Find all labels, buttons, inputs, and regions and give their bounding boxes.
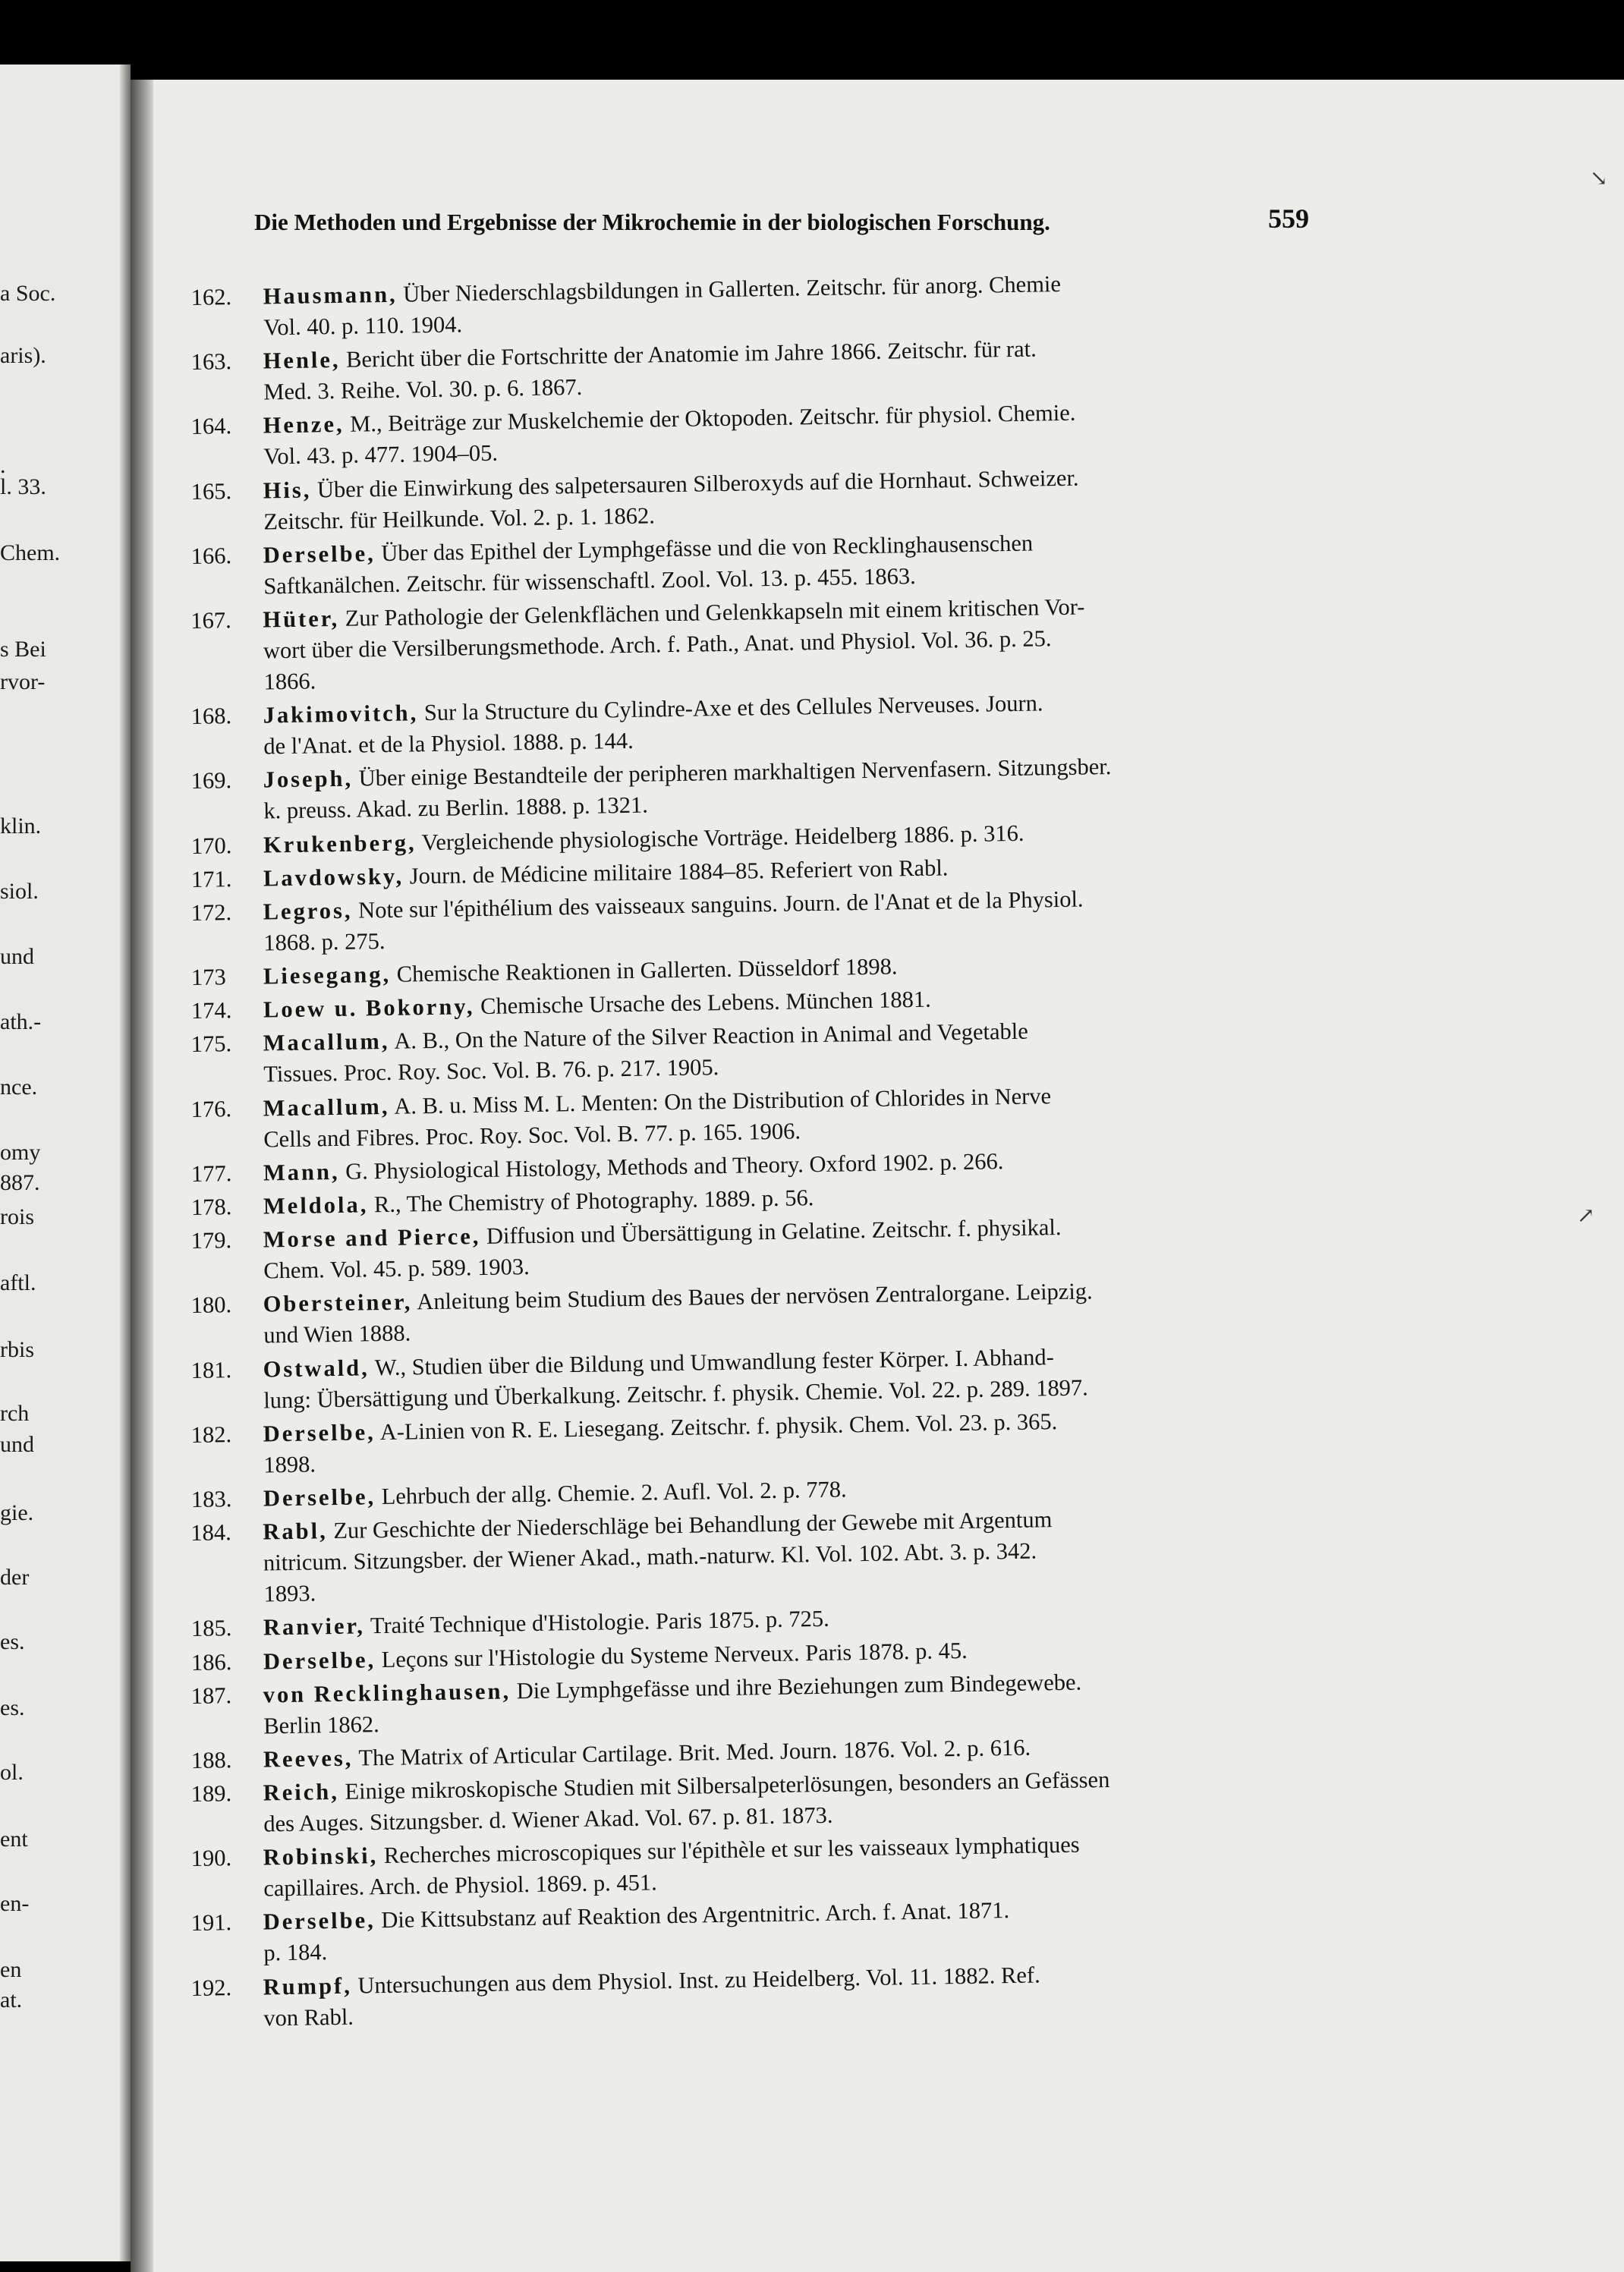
entry-author: Obersteiner,	[263, 1289, 413, 1317]
page-number: 559	[1268, 203, 1309, 234]
entry-text: 1893.	[263, 1580, 316, 1607]
entry-author: Krukenberg,	[263, 829, 417, 858]
margin-mark-top: ↘	[1590, 167, 1608, 190]
left-page-line: der	[0, 1565, 30, 1590]
entry-text: Vol. 43. p. 477. 1904–05.	[263, 440, 499, 470]
entry-number: 172.	[190, 899, 232, 926]
entry-author: Derselbe,	[263, 540, 376, 568]
entry-author: von Recklinghausen,	[263, 1678, 511, 1708]
entry-text: de l'Anat. et de la Physiol. 1888. p. 144.	[263, 727, 634, 760]
left-page-line: nce.	[0, 1075, 38, 1100]
entry-text: nitricum. Sitzungsber. der Wiener Akad., math.-naturw. Kl. Vol. 102. Abt. 3. p. 342.	[263, 1537, 1037, 1576]
entry-text: Zeitschr. für Heilkunde. Vol. 2. p. 1. 1862.	[263, 502, 656, 535]
entry-text: R., The Chemistry of Photography. 1889. p. 56.	[373, 1185, 814, 1218]
entry-text: Vol. 40. p. 110. 1904.	[263, 311, 463, 341]
entry-text: p. 184.	[263, 1939, 328, 1966]
entry-text: Med. 3. Reihe. Vol. 30. p. 6. 1867.	[263, 374, 583, 405]
entry-text: Bericht über die Fortschritte der Anatomie im Jahre 1866. Zeitschr. für rat.	[345, 335, 1037, 373]
left-page-line: en	[0, 1957, 22, 1982]
entry-number: 176.	[190, 1095, 232, 1122]
left-page-line: aris).	[0, 343, 46, 368]
entry-text: Chemische Ursache des Lebens. München 1881.	[480, 986, 932, 1020]
entry-number: 173	[190, 964, 227, 991]
left-page-line: .	[0, 453, 6, 478]
entry-text: Lehrbuch der allg. Chemie. 2. Aufl. Vol. 2. p. 778.	[381, 1476, 847, 1509]
left-page-line: rois	[0, 1204, 34, 1229]
book-spine-shadow	[131, 80, 153, 2272]
margin-mark-bottom: ↗	[1577, 1204, 1595, 1228]
entry-author: Ostwald,	[263, 1354, 370, 1383]
entry-text: Über die Einwirkung des salpetersauren Silberoxyds auf die Hornhaut. Schweizer.	[316, 464, 1079, 502]
left-page-line: aftl.	[0, 1270, 36, 1295]
entry-text: A. B., On the Nature of the Silver Reaction in Animal and Vegetable	[394, 1018, 1028, 1055]
entry-text: Vergleichende physiologische Vorträge. Heidelberg 1886. p. 316.	[421, 820, 1024, 855]
left-page-line: klin.	[0, 813, 42, 839]
entry-number: 192.	[190, 1974, 232, 2001]
entry-text: G. Physiological Histology, Methods and Theory. Oxford 1902. p. 266.	[345, 1148, 1004, 1185]
entry-number: 167.	[190, 607, 231, 634]
entry-text: Cells and Fibres. Proc. Roy. Soc. Vol. B. 77. p. 165. 1906.	[263, 1118, 801, 1153]
entry-number: 186.	[190, 1648, 232, 1676]
entry-text: Tissues. Proc. Roy. Soc. Vol. B. 76. p. 217. 1905.	[263, 1054, 719, 1087]
entry-author: Rabl,	[263, 1518, 328, 1545]
left-page-line: ol.	[0, 1760, 24, 1785]
entry-author: Hausmann,	[263, 281, 398, 310]
bibliography-entry	[190, 1499, 1364, 1611]
entry-text: A. B. u. Miss M. L. Menten: On the Distribution of Chlorides in Nerve	[394, 1082, 1052, 1119]
left-page-line: 887.	[0, 1170, 40, 1195]
entry-author: Mann,	[263, 1158, 340, 1186]
entry-text: Über einige Bestandteile der peripheren markhaltigen Nervenfasern. Sitzungsber.	[358, 754, 1112, 791]
entry-text: von Rabl.	[263, 2003, 354, 2031]
left-page-line: l. 33.	[0, 474, 46, 499]
entry-number: 174.	[190, 997, 232, 1024]
entry-number: 165.	[190, 477, 232, 505]
entry-number: 180.	[190, 1292, 232, 1319]
left-page-line: s Bei	[0, 637, 46, 662]
entry-author: Legros,	[263, 897, 353, 925]
entry-text: Untersuchungen aus dem Physiol. Inst. zu Heidelberg. Vol. 11. 1882. Ref.	[357, 1962, 1040, 1999]
entry-number: 170.	[190, 832, 232, 859]
left-page-line: rvor-	[0, 669, 46, 694]
entry-text: Anleitung beim Studium des Baues der nervösen Zentralorgane. Leipzig.	[416, 1278, 1093, 1315]
entry-number: 191.	[190, 1909, 232, 1937]
entry-number: 183.	[190, 1486, 232, 1512]
entry-text: Chemische Reaktionen in Gallerten. Düsseldorf 1898.	[396, 953, 898, 987]
entry-text: wort über die Versilberungsmethode. Arch. f. Path., Anat. und Physiol. Vol. 36. p. 25.	[263, 625, 1052, 664]
entry-number: 185.	[190, 1615, 232, 1642]
entry-text: M., Beiträge zur Muskelchemie der Oktopoden. Zeitschr. für physiol. Chemie.	[349, 400, 1076, 438]
entry-author: Morse and Pierce,	[263, 1223, 481, 1253]
entry-author: Loew u. Bokorny,	[263, 993, 475, 1023]
entry-text: Über das Epithel der Lymphgefässe und die von Recklinghausenschen	[381, 530, 1034, 566]
entry-author: Derselbe,	[263, 1484, 376, 1512]
entry-text: 1868. p. 275.	[263, 927, 386, 956]
entry-text: A-Linien von R. E. Liesegang. Zeitschr. f. physik. Chem. Vol. 23. p. 365.	[379, 1408, 1058, 1445]
entry-text: The Matrix of Articular Cartilage. Brit. Med. Journ. 1876. Vol. 2. p. 616.	[358, 1734, 1031, 1771]
entry-author: Joseph,	[263, 765, 354, 793]
entry-text: Über Niederschlagsbildungen in Gallerten. Zeitschr. für anorg. Chemie	[403, 270, 1062, 307]
left-page-line: und	[0, 1432, 34, 1457]
left-page-line: at.	[0, 1987, 23, 2012]
entry-number: 182.	[190, 1421, 232, 1448]
entry-number: 168.	[190, 703, 232, 730]
entry-author: Henle,	[263, 347, 341, 374]
left-page-line: ath.-	[0, 1009, 42, 1034]
entry-author: His,	[263, 477, 312, 504]
entry-text: Traité Technique d'Histologie. Paris 1875. p. 725.	[370, 1606, 829, 1639]
entry-author: Liesegang,	[263, 961, 392, 990]
entry-author: Derselbe,	[263, 1646, 376, 1675]
entry-text: Berlin 1862.	[263, 1710, 380, 1739]
running-header-title: Die Methoden und Ergebnisse der Mikrochemie in der biologischen Forschung.	[254, 209, 1050, 235]
entry-author: Rumpf,	[263, 1972, 353, 2000]
entry-author: Robinski,	[263, 1842, 379, 1871]
entry-text: Zur Pathologie der Gelenkflächen und Gelenkkapseln mit einem kritischen Vor-	[345, 593, 1085, 631]
entry-number: 188.	[190, 1747, 232, 1773]
left-page-line: Chem.	[0, 540, 61, 565]
left-page-gutter-shadow	[120, 65, 131, 2261]
entry-author: Macallum,	[263, 1028, 390, 1056]
entry-text: und Wien 1888.	[263, 1320, 411, 1348]
entry-number: 190.	[190, 1845, 232, 1872]
left-page-line: en-	[0, 1891, 30, 1916]
left-page-line: rbis	[0, 1337, 34, 1362]
entry-number: 181.	[190, 1356, 232, 1383]
entry-author: Macallum,	[263, 1093, 390, 1122]
entry-text: Diffusion und Übersättigung in Gelatine. Zeitschr. f. physikal.	[486, 1214, 1062, 1250]
entry-number: 169.	[190, 767, 232, 795]
entry-number: 177.	[190, 1160, 232, 1187]
entry-text: 1866.	[263, 668, 316, 695]
entry-number: 175.	[190, 1031, 232, 1058]
entry-number: 189.	[190, 1780, 232, 1808]
entry-text: Recherches microscopiques sur l'épithèle et sur les vaisseaux lymphatiques	[383, 1831, 1080, 1869]
entry-author: Reich,	[263, 1779, 340, 1806]
entry-text: Die Kittsubstanz auf Reaktion des Argentnitric. Arch. f. Anat. 1871.	[381, 1897, 1010, 1934]
left-page-line: und	[0, 944, 34, 969]
entry-text: Saftkanälchen. Zeitschr. für wissenschaftl. Zool. Vol. 13. p. 455. 1863.	[263, 562, 916, 599]
entry-number: 171.	[190, 865, 232, 892]
entry-number: 162.	[190, 284, 232, 311]
entry-author: Jakimovitch,	[263, 700, 419, 728]
entry-text: Leçons sur l'Histologie du Systeme Nerveux. Paris 1878. p. 45.	[381, 1637, 968, 1673]
entry-author: Ranvier,	[263, 1613, 366, 1641]
entry-text: Chem. Vol. 45. p. 589. 1903.	[263, 1254, 530, 1284]
entry-author: Lavdowsky,	[263, 863, 404, 892]
entry-text: Journ. de Médicine militaire 1884–85. Referiert von Rabl.	[409, 854, 949, 889]
left-page-line: ent	[0, 1827, 28, 1852]
entry-text: Einige mikroskopische Studien mit Silbersalpeterlösungen, besonders an Gefässen	[345, 1767, 1110, 1805]
left-page-line: siol.	[0, 879, 39, 904]
entry-text: Note sur l'épithélium des vaisseaux sanguins. Journ. de l'Anat et de la Physiol.	[357, 886, 1084, 924]
left-page-line: omy	[0, 1140, 41, 1165]
entry-number: 184.	[190, 1519, 231, 1547]
entry-number: 187.	[190, 1682, 232, 1709]
entry-text: W., Studien über die Bildung und Umwandlung fester Körper. I. Abhand-	[374, 1343, 1055, 1380]
entry-author: Hüter,	[263, 605, 340, 633]
entry-text: lung: Übersättigung und Überkalkung. Zeitschr. f. physik. Chemie. Vol. 22. p. 289. 1897.	[263, 1374, 1089, 1414]
entry-author: Henze,	[263, 411, 345, 439]
left-page-line: gie.	[0, 1500, 34, 1525]
entry-number: 178.	[190, 1194, 232, 1220]
entry-text: Zur Geschichte der Niederschläge bei Behandlung der Gewebe mit Argentum	[333, 1506, 1053, 1544]
entry-number: 163.	[190, 348, 232, 376]
entry-number: 166.	[190, 542, 232, 569]
bibliography-list	[190, 270, 1364, 2038]
entry-text: des Auges. Sitzungsber. d. Wiener Akad. Vol. 67. p. 81. 1873.	[263, 1802, 833, 1837]
entry-author: Reeves,	[263, 1745, 354, 1773]
left-page-line: rch	[0, 1401, 30, 1426]
entry-author: Derselbe,	[263, 1907, 376, 1935]
entry-text: Die Lymphgefässe und ihre Beziehungen zum Bindegewebe.	[516, 1669, 1082, 1704]
entry-text: Sur la Structure du Cylindre-Axe et des Cellules Nerveuses. Journ.	[423, 690, 1043, 726]
entry-text: capillaires. Arch. de Physiol. 1869. p. 451.	[263, 1869, 657, 1902]
left-page-line: a Soc.	[0, 281, 56, 306]
entry-author: Derselbe,	[263, 1418, 376, 1447]
left-page-line: es.	[0, 1695, 25, 1720]
entry-text: k. preuss. Akad. zu Berlin. 1888. p. 1321.	[263, 791, 649, 824]
entry-number: 179.	[190, 1227, 232, 1254]
entry-number: 164.	[190, 413, 232, 440]
bibliography-entry	[190, 587, 1364, 699]
entry-author: Meldola,	[263, 1191, 369, 1219]
entry-text: 1898.	[263, 1451, 316, 1478]
left-page-line: es.	[0, 1629, 25, 1654]
